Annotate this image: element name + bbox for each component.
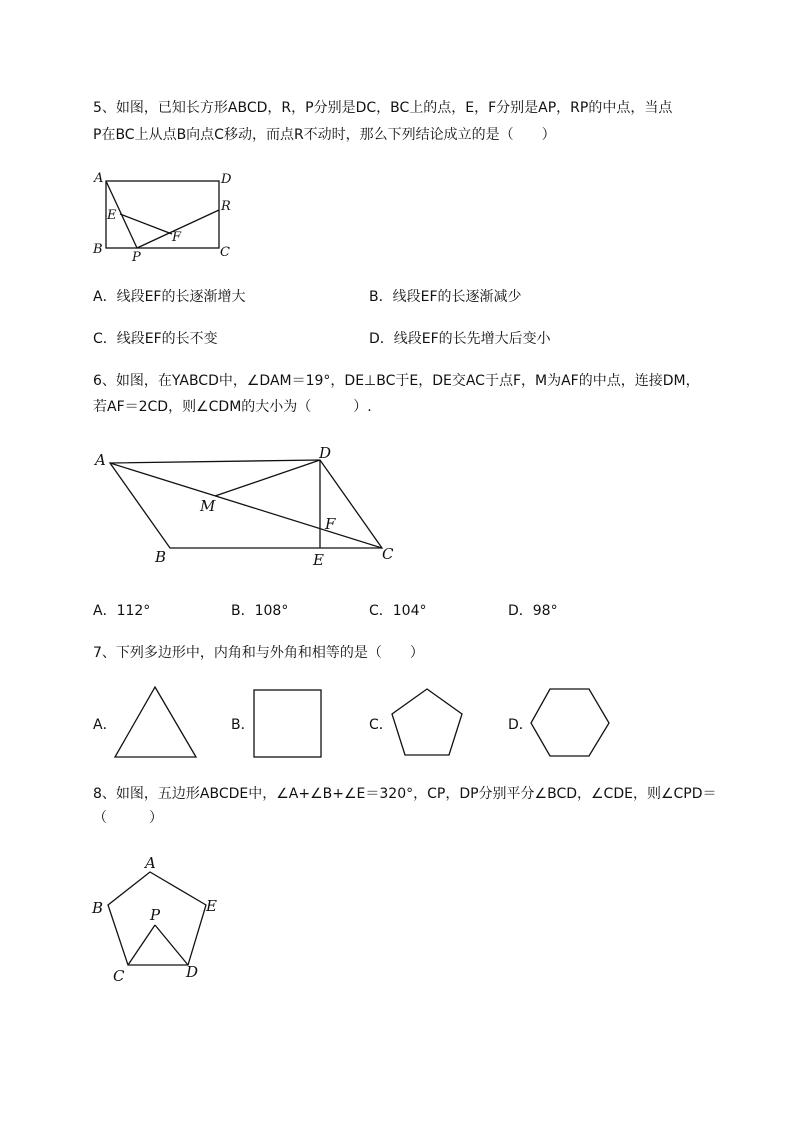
q7-option-a: A． bbox=[93, 717, 117, 733]
q6-label-b: B bbox=[155, 548, 167, 566]
q8-label-c: C bbox=[113, 967, 125, 985]
q6-label-c: C bbox=[382, 545, 394, 563]
q5-label-c: C bbox=[220, 245, 230, 260]
q6-option-d: D．98° bbox=[508, 603, 558, 619]
q6-label-a: A bbox=[95, 451, 106, 469]
q8-label-d: D bbox=[186, 963, 199, 981]
q5-label-b: B bbox=[93, 242, 103, 257]
q7-option-c: C． bbox=[369, 717, 393, 733]
q6-label-f: F bbox=[325, 515, 336, 533]
q7-triangle-shape bbox=[112, 684, 202, 762]
q7-option-b: B． bbox=[231, 717, 255, 733]
q8-label-p: P bbox=[150, 906, 161, 924]
q5-option-c: C．线段EF的长不变 bbox=[93, 331, 218, 347]
q5-line2: P在BC上从点B向点C移动，而点R不动时，那么下列结论成立的是（ ） bbox=[93, 127, 556, 143]
q8-pentagon-figure bbox=[88, 852, 228, 987]
q6-option-b: B．108° bbox=[231, 603, 289, 619]
q7-option-d: D． bbox=[508, 717, 533, 733]
q7-line1: 7、下列多边形中，内角和与外角和相等的是（ ） bbox=[93, 645, 424, 661]
q6-label-m: M bbox=[200, 497, 216, 515]
q5-label-d: D bbox=[221, 172, 232, 187]
q8-label-e: E bbox=[206, 897, 217, 915]
q5-option-a: A．线段EF的长逐渐增大 bbox=[93, 289, 246, 305]
q5-label-e: E bbox=[107, 208, 117, 223]
q7-hexagon-shape bbox=[529, 687, 613, 759]
q5-label-r: R bbox=[221, 199, 231, 214]
q8-line1: 8、如图，五边形ABCDE中，∠A+∠B+∠E＝320°，CP，DP分别平分∠BCD，∠CDE，则∠CPD＝ bbox=[93, 786, 717, 802]
q7-pentagon-shape bbox=[390, 687, 466, 759]
q8-label-b: B bbox=[92, 899, 104, 917]
q6-label-d: D bbox=[319, 444, 332, 462]
q8-line2: （ ） bbox=[93, 810, 163, 826]
q6-line1: 6、如图，在YABCD中，∠DAM＝19°，DE⊥BC于E，DE交AC于点F，M为AF的中点，连接DM， bbox=[93, 373, 700, 389]
q6-option-c: C．104° bbox=[369, 603, 427, 619]
q5-line1: 5、如图，已知长方形ABCD，R，P分别是DC，BC上的点，E，F分别是AP，RP的中点，当点 bbox=[93, 100, 673, 116]
q5-option-d: D．线段EF的长先增大后变小 bbox=[369, 331, 551, 347]
q6-option-a: A．112° bbox=[93, 603, 151, 619]
q6-parallelogram-figure bbox=[90, 445, 410, 575]
q5-option-b: B．线段EF的长逐渐减少 bbox=[369, 289, 522, 305]
q7-square-shape bbox=[252, 688, 326, 760]
q8-label-a: A bbox=[145, 854, 156, 872]
q5-label-f: F bbox=[172, 230, 182, 245]
q6-label-e: E bbox=[313, 551, 324, 569]
q5-label-p: P bbox=[132, 250, 141, 265]
q6-line2: 若AF＝2CD，则∠CDM的大小为（ ）. bbox=[93, 399, 372, 415]
q5-label-a: A bbox=[94, 171, 104, 186]
q5-rectangle-figure bbox=[90, 168, 250, 268]
